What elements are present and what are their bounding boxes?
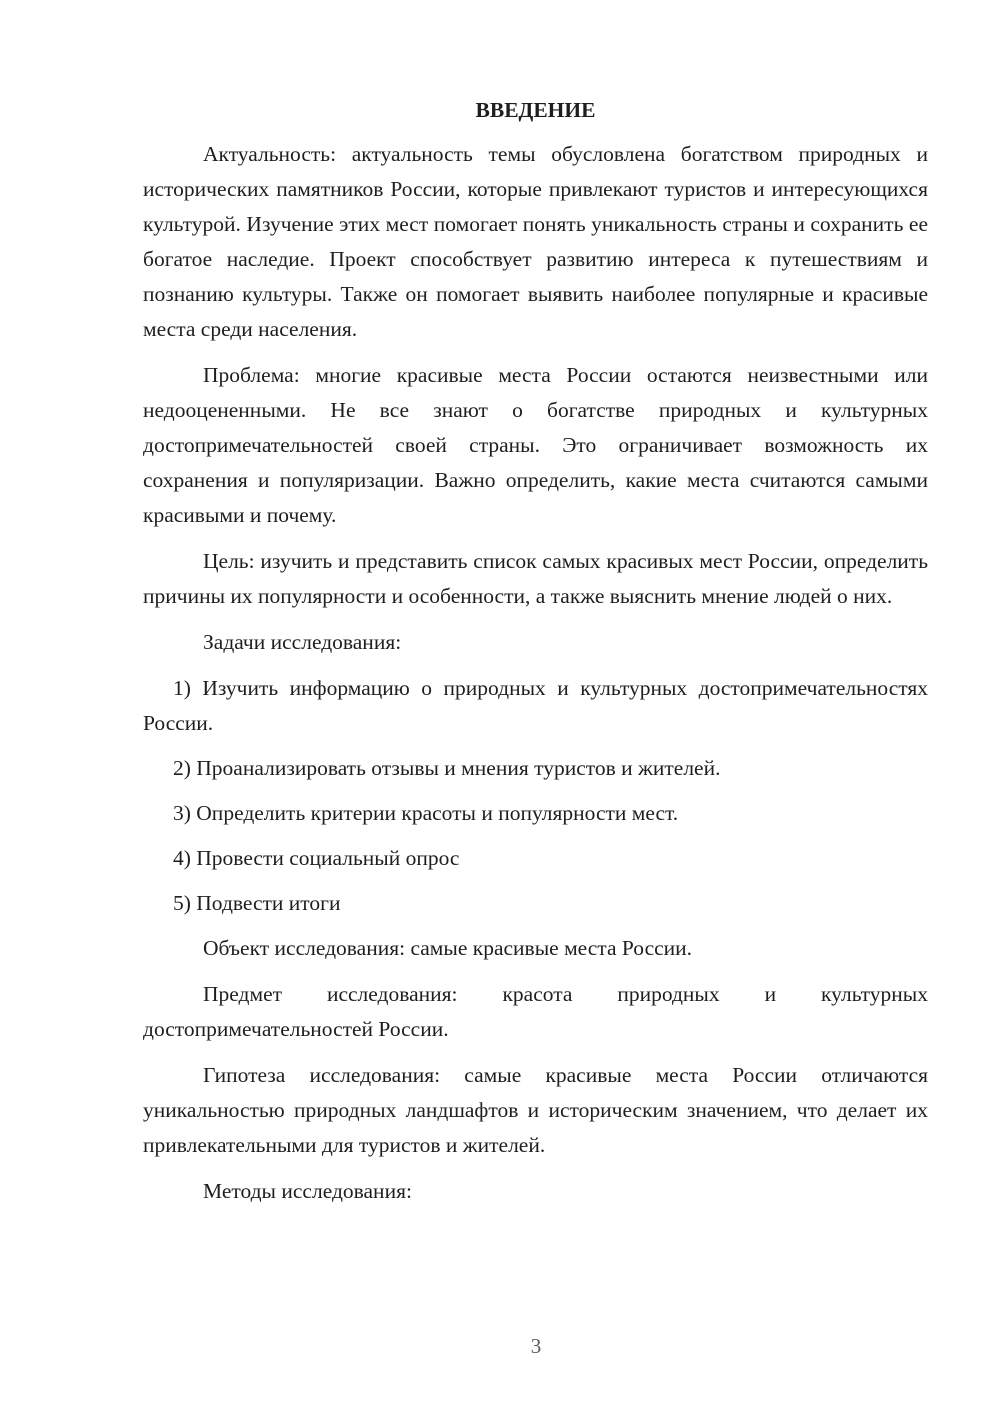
- paragraph-problem: Проблема: многие красивые места России остаются неизвестными или недооцененными. Не все знают о богатстве природных и культурных достопримечательностей своей страны. Это ограничивает возможность их сохранения и популяризации. Важно определить, какие места считаются самыми красивыми и почему.: [143, 363, 928, 527]
- task-item-2: 2) Проанализировать отзывы и мнения туристов и жителей.: [173, 756, 721, 780]
- task-item-1: 1) Изучить информацию о природных и культурных достопримечательностях России.: [143, 676, 928, 735]
- task-item-4: 4) Провести социальный опрос: [173, 846, 460, 870]
- paragraph-object: Объект исследования: самые красивые места России.: [203, 936, 693, 960]
- methods-heading: Методы исследования:: [203, 1179, 412, 1203]
- task-item-3: 3) Определить критерии красоты и популярности мест.: [173, 801, 679, 825]
- page-content: [143, 95, 928, 1220]
- page-title: ВВЕДЕНИЕ: [475, 98, 596, 122]
- paragraph-goal: Цель: изучить и представить список самых красивых мест России, определить причины их популярности и особенности, а также выяснить мнение людей о них.: [143, 549, 928, 608]
- paragraph-relevance: Актуальность: актуальность темы обусловлена богатством природных и исторических памятников России, которые привлекают туристов и интересующихся культурой. Изучение этих мест помогает понять уникальность страны и сохранить ее богатое наследие. Проект способствует развитию интереса к путешествиям и познанию культуры. Также он помогает выявить наиболее популярные и красивые места среди населения.: [143, 142, 928, 341]
- paragraph-hypothesis: Гипотеза исследования: самые красивые места России отличаются уникальностью природных ландшафтов и историческим значением, что делает их привлекательными для туристов и жителей.: [143, 1063, 928, 1157]
- task-item-5: 5) Подвести итоги: [173, 891, 341, 915]
- paragraph-subject: Предмет исследования: красота природных и культурных достопримечательностей России.: [143, 982, 928, 1041]
- tasks-heading: Задачи исследования:: [203, 630, 402, 654]
- page-number: 3: [530, 1334, 542, 1358]
